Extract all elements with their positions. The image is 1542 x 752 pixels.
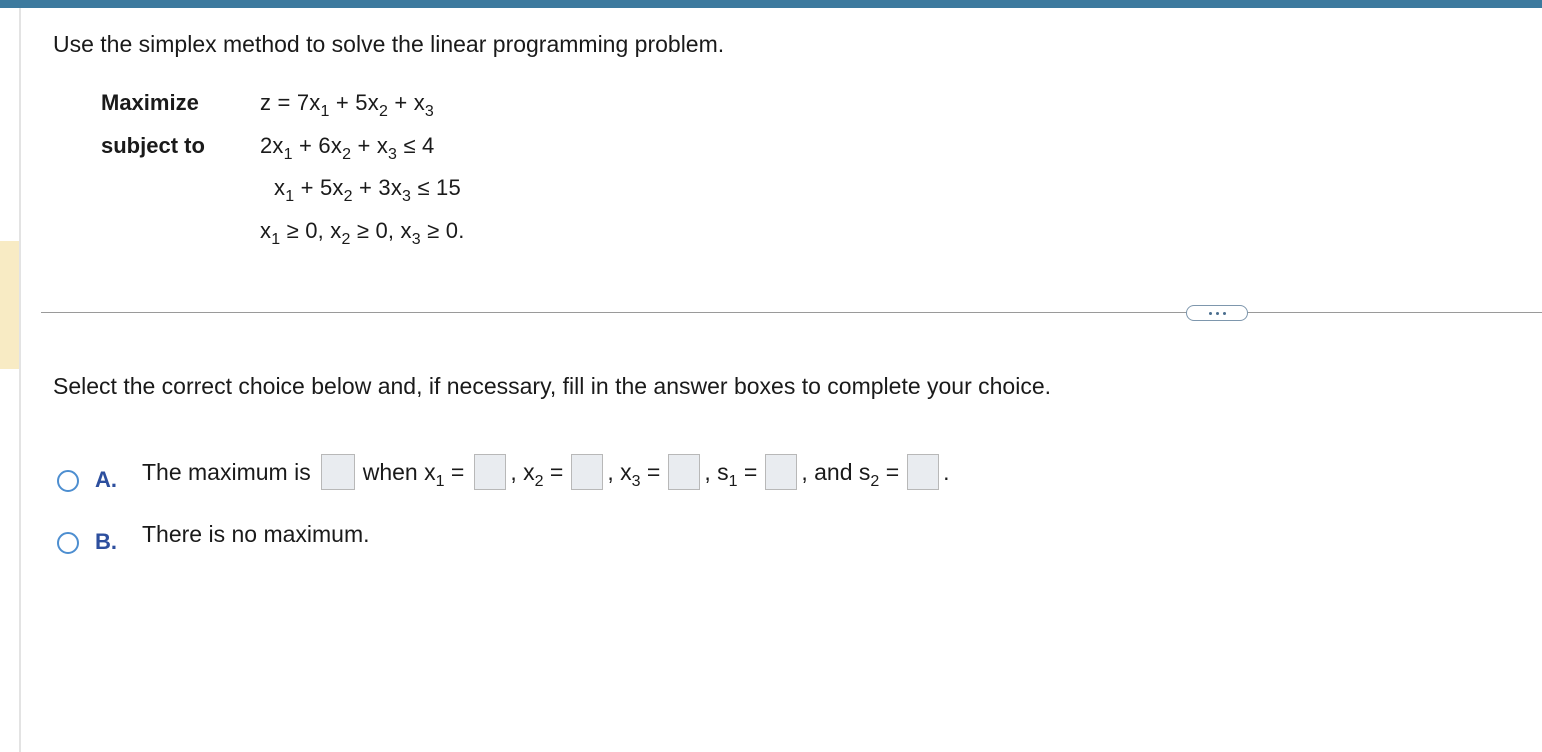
constraint-1: $2x_1 + 6x_2 + x_3 \le 4$ xyxy=(260,133,435,163)
dot-icon xyxy=(1209,312,1212,315)
more-options-button[interactable] xyxy=(1186,305,1248,321)
dot-icon xyxy=(1223,312,1226,315)
maximize-label: Maximize xyxy=(101,90,199,115)
left-border xyxy=(19,8,21,752)
dot-icon xyxy=(1216,312,1219,315)
constraint-2: $x_1 + 5x_2 + 3x_3 \le 15$ xyxy=(274,175,461,205)
choice-a-radio[interactable] xyxy=(57,470,79,492)
select-prompt: Select the correct choice below and, if necessary, fill in the answer boxes to complete your choice. xyxy=(53,373,1052,399)
choice-b-text: There is no maximum. xyxy=(142,521,370,547)
choice-b-letter: B. xyxy=(95,529,117,554)
subject-to-label: subject to xyxy=(101,133,205,158)
nonnegativity-constraints: $x_1 \ge 0$, $x_2 \ge 0$, $x_3 \ge 0$. xyxy=(260,218,465,248)
choice-a-letter: A. xyxy=(95,467,117,492)
section-divider xyxy=(41,312,1542,313)
x3-answer-box[interactable] xyxy=(668,454,700,490)
s1-answer-box[interactable] xyxy=(765,454,797,490)
top-bar xyxy=(0,0,1542,8)
question-instruction: Use the simplex method to solve the linear programming problem. xyxy=(53,31,725,57)
side-tab[interactable] xyxy=(0,241,19,369)
choice-a-text: The maximum is when $x_1$ = , $x_2$ = , $x_3$ = , $s_1$ = , and $s_2$ = . xyxy=(142,452,950,492)
objective-function: $z = 7x_1 + 5x_2 + x_3$ xyxy=(260,90,435,120)
maximum-answer-box[interactable] xyxy=(321,454,355,490)
x1-answer-box[interactable] xyxy=(474,454,506,490)
s2-answer-box[interactable] xyxy=(907,454,939,490)
choice-b-radio[interactable] xyxy=(57,532,79,554)
x2-answer-box[interactable] xyxy=(571,454,603,490)
